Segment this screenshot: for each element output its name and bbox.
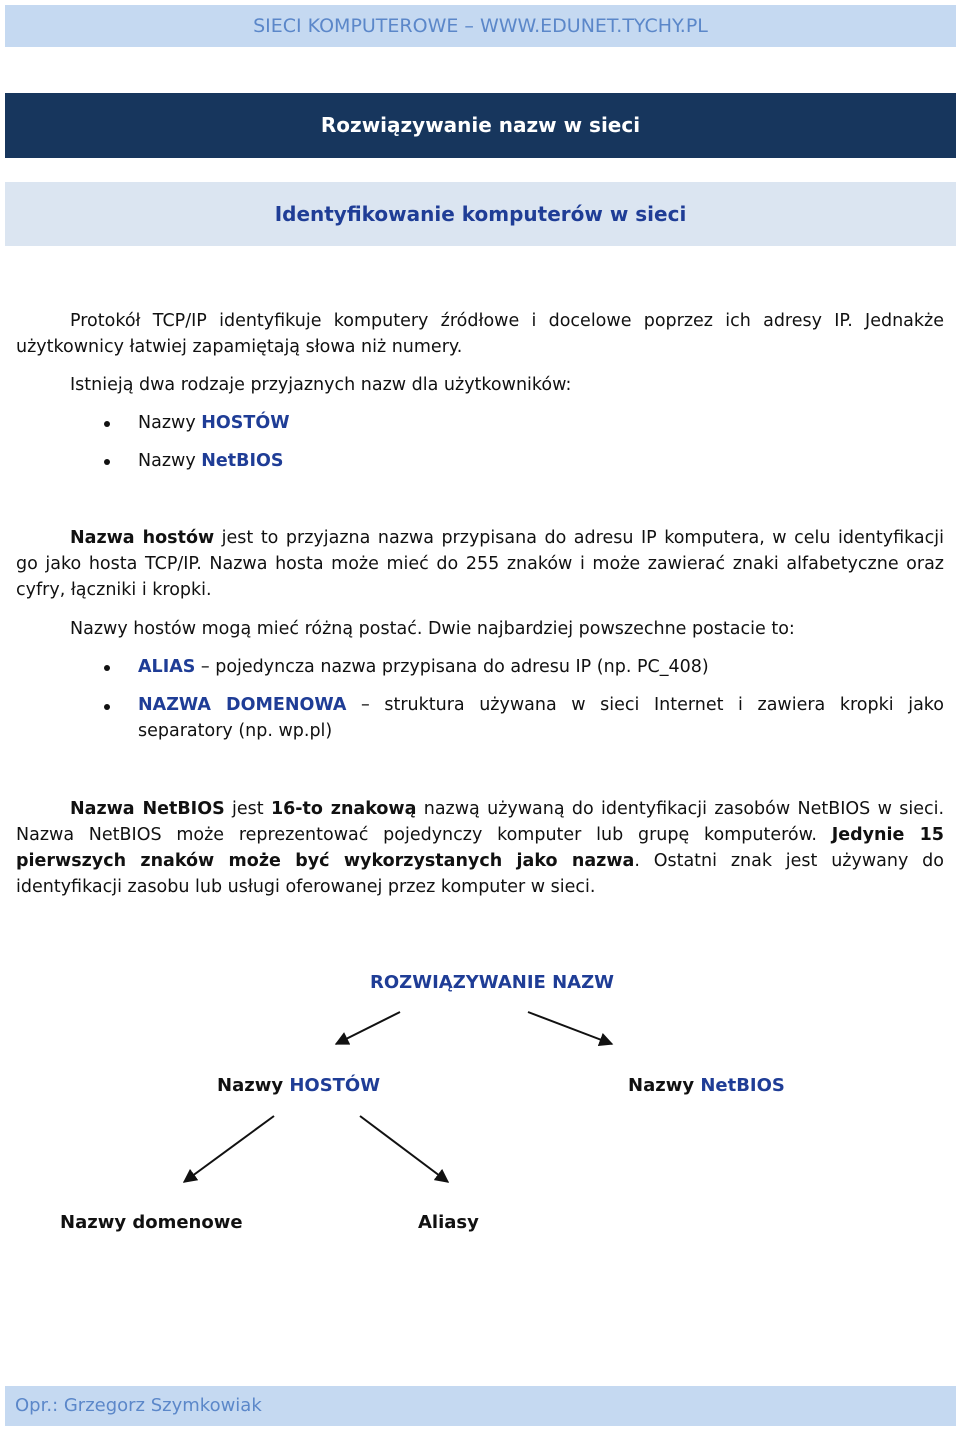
intro-paragraph: Protokół TCP/IP identyfikuje komputery źródłowe i docelowe poprzez ich adresy IP. Jednakże użytkownicy łatwiej zapamiętają słowa niż numery. — [16, 311, 944, 357]
footer-author: Opr.: Grzegorz Szymkowiak — [5, 1386, 956, 1426]
list-item-term: ALIAS — [138, 657, 196, 677]
netbios-text: . Ostatni znak jest używany do identyfikacji zasobu lub usługi oferowanej przez komputer w sieci. — [16, 851, 944, 897]
diagram-node-term: HOSTÓW — [289, 1075, 381, 1096]
list-item-term: NetBIOS — [201, 451, 284, 471]
list-item-term: HOSTÓW — [201, 413, 290, 433]
netbios-text: jest — [224, 799, 271, 819]
arrow-hosts-to-domain — [184, 1116, 274, 1182]
page-title: Rozwiązywanie nazw w sieci — [5, 93, 956, 158]
diagram-node-netbios — [628, 1075, 785, 1096]
hosts-lead-term: Nazwa hostów — [70, 528, 215, 548]
intro-types-lead: Istnieją dwa rodzaje przyjaznych nazw dla użytkowników: — [70, 375, 572, 395]
site-header: SIECI KOMPUTEROWE – WWW.EDUNET.TYCHY.PL — [5, 5, 956, 47]
section-subtitle: Identyfikowanie komputerów w sieci — [5, 182, 956, 246]
list-item-desc: – struktura używana w sieci Internet i zawiera kropki jako separatory (np. wp.pl) — [138, 695, 945, 741]
diagram-node-hosts — [217, 1075, 380, 1096]
list-item-term: NAZWA DOMENOWA — [138, 695, 347, 715]
diagram-leaf-alias: Aliasy — [418, 1212, 479, 1233]
list-item-prefix: Nazwy — [138, 451, 196, 471]
hosts-forms-lead: Nazwy hostów mogą mieć różną postać. Dwie najbardziej powszechne postacie to: — [70, 619, 795, 639]
netbios-text: nazwą używaną do identyfikacji zasobów NetBIOS w sieci. Nazwa NetBIOS może reprezentować pojedynczy komputer lub grupę komputerów. — [16, 799, 945, 845]
diagram-node-prefix: Nazwy — [628, 1075, 701, 1096]
arrow-root-to-netbios — [528, 1012, 612, 1044]
diagram-node-term: NetBIOS — [700, 1075, 785, 1096]
netbios-emphasis: Jedynie 15 pierwszych znaków może być wykorzystanych jako nazwa — [16, 825, 944, 871]
arrow-hosts-to-alias — [360, 1116, 448, 1182]
diagram-root: ROZWIĄZYWANIE NAZW — [370, 972, 614, 993]
netbios-lead-term: Nazwa NetBIOS — [70, 799, 225, 819]
arrow-root-to-hosts — [336, 1012, 400, 1044]
list-item-prefix: Nazwy — [138, 413, 196, 433]
hosts-paragraph-text: jest to przyjazna nazwa przypisana do adresu IP komputera, w celu identyfikacji go jako hosta TCP/IP. Nazwa hosta może mieć do 255 znaków i może zawierać znaki alfabetyczne oraz cyfry, łączniki i kropki. — [16, 528, 944, 600]
diagram-node-prefix: Nazwy — [217, 1075, 290, 1096]
diagram-leaf-domain: Nazwy domenowe — [60, 1212, 243, 1233]
list-item-desc: – pojedyncza nazwa przypisana do adresu IP (np. PC_408) — [195, 657, 709, 677]
netbios-emphasis: 16-to znakową — [270, 799, 417, 819]
